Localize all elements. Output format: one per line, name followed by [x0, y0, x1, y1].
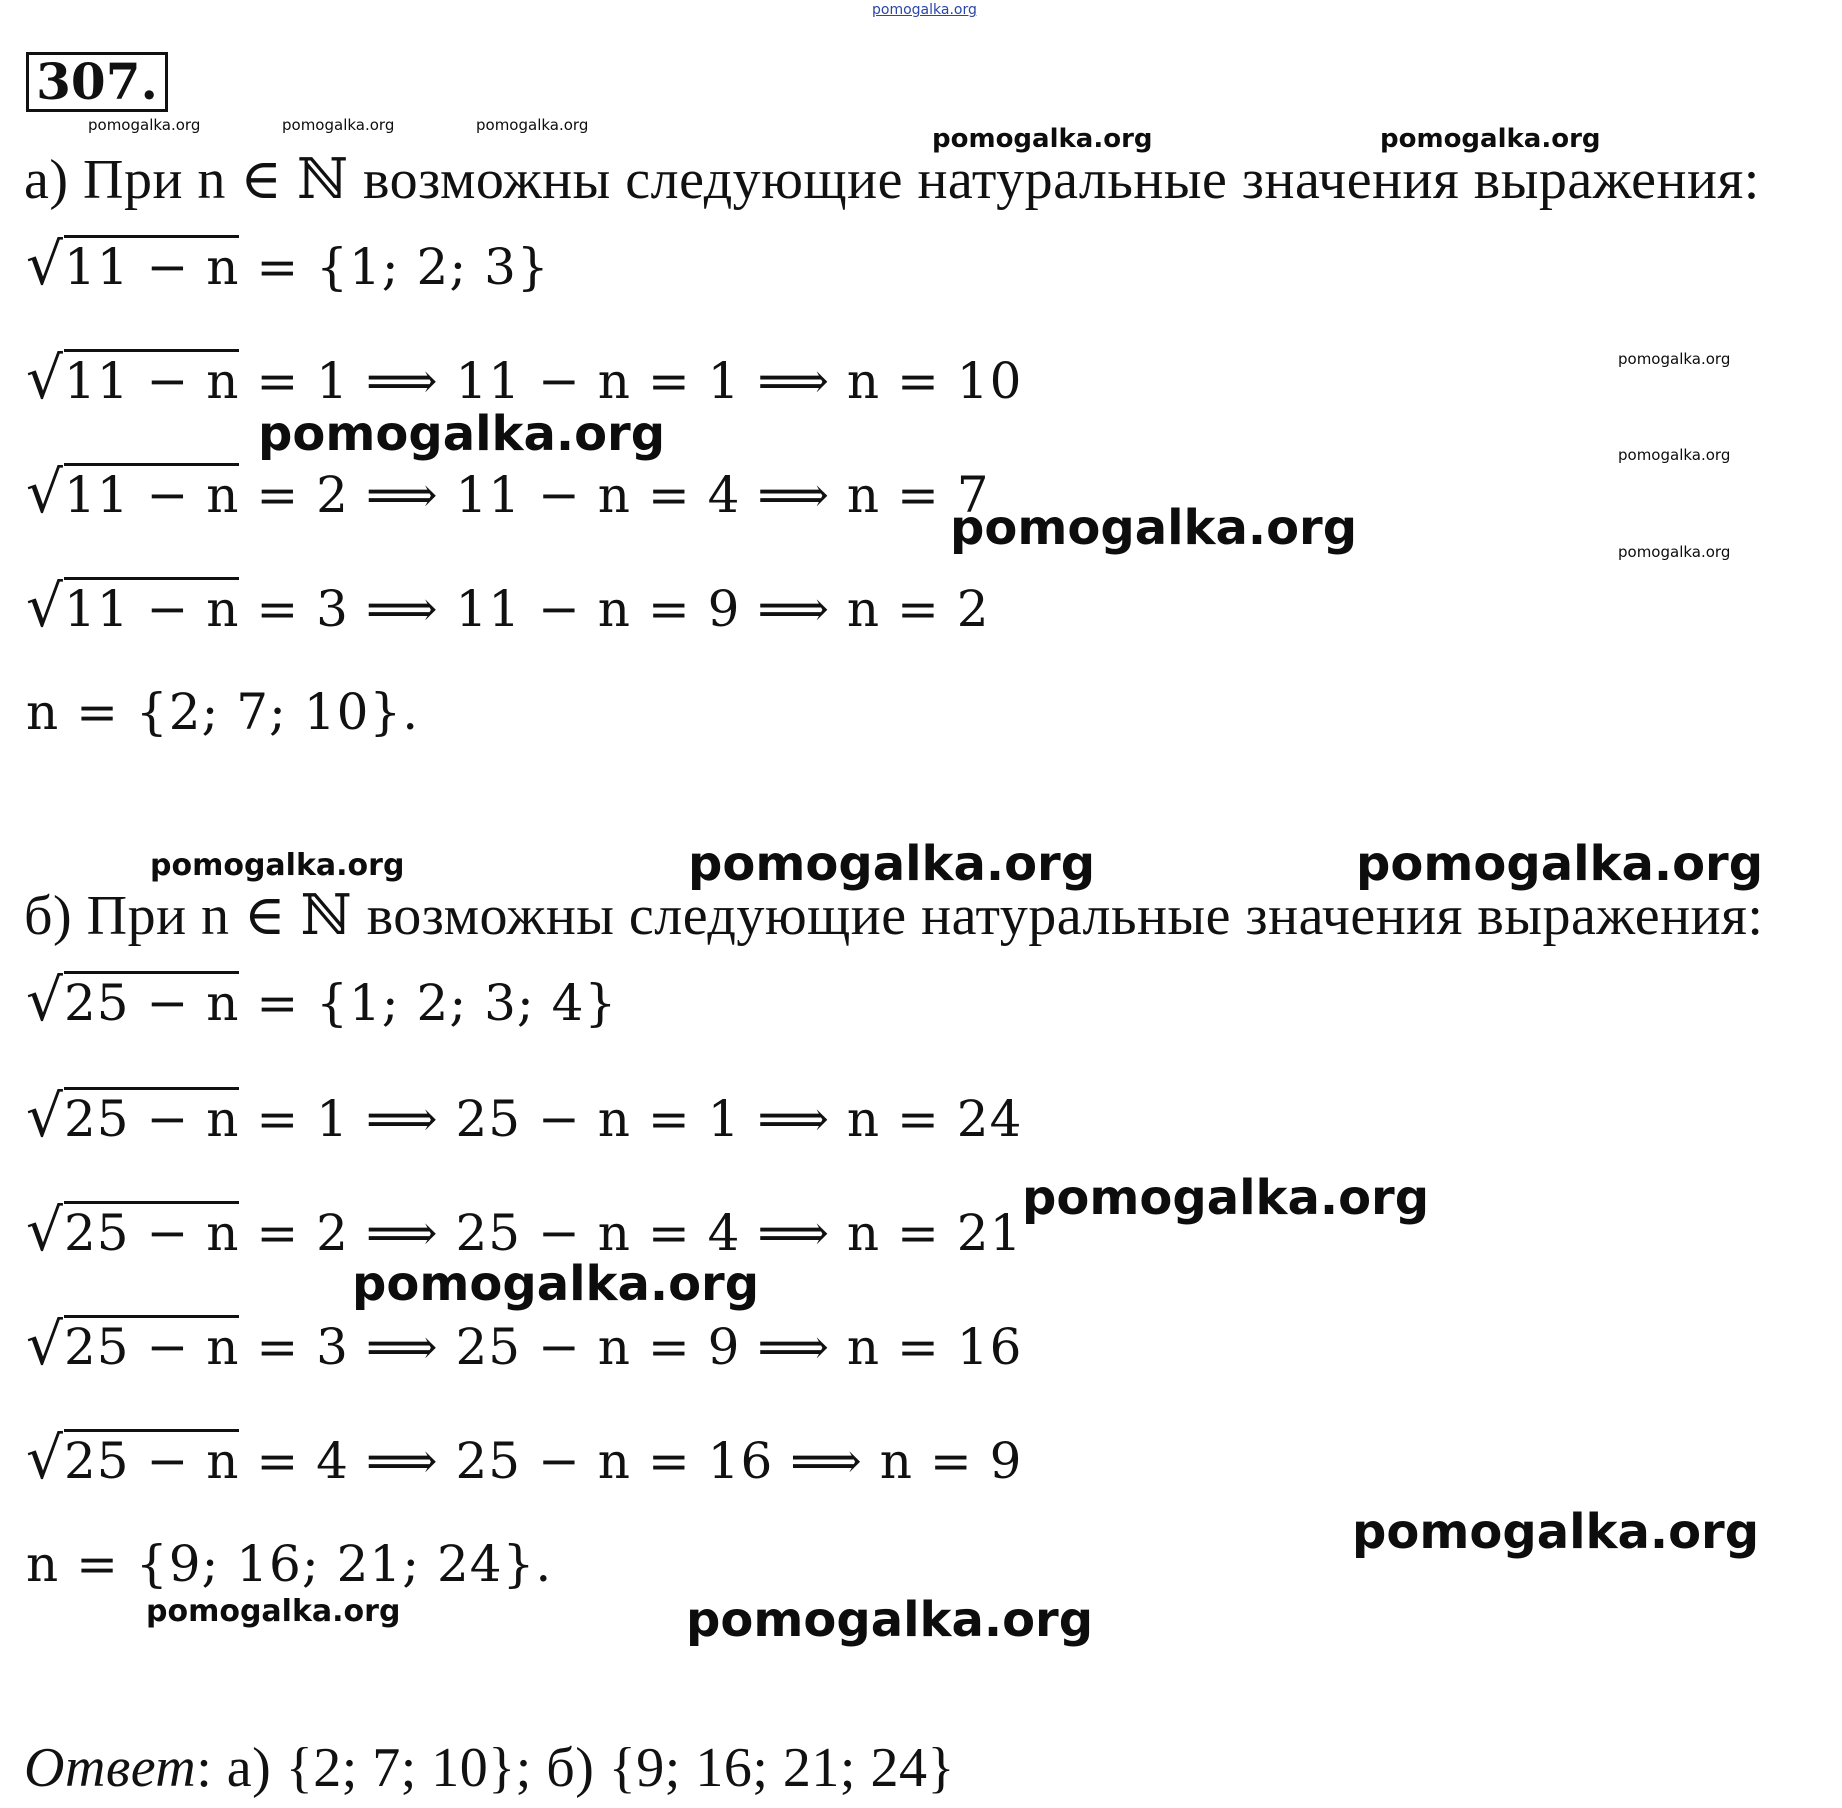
- watermark: pomogalka.org: [1618, 543, 1731, 561]
- watermark: pomogalka.org: [1380, 124, 1601, 154]
- watermark: pomogalka.org: [150, 848, 405, 883]
- sqrt-expression: √11 − n: [26, 458, 240, 526]
- watermark: pomogalka.org: [352, 1256, 760, 1312]
- watermark: pomogalka.org: [476, 116, 589, 134]
- part-b-intro: б) При n ∈ ℕ возможны следующие натуральные значения выражения:: [24, 885, 1764, 947]
- part-b-line-5: √25 − n = 4 ⟹ 25 − n = 16 ⟹ n = 9: [26, 1424, 1023, 1492]
- watermark: pomogalka.org: [932, 124, 1153, 154]
- answer-text: : а) {2; 7; 10}; б) {9; 16; 21; 24}: [196, 1737, 955, 1799]
- part-b-line-2: √25 − n = 1 ⟹ 25 − n = 1 ⟹ n = 24: [26, 1082, 1023, 1150]
- top-site-link[interactable]: pomogalka.org: [872, 2, 977, 18]
- part-b-line-3: √25 − n = 2 ⟹ 25 − n = 4 ⟹ n = 21: [26, 1196, 1023, 1264]
- part-a-line-3: √11 − n = 2 ⟹ 11 − n = 4 ⟹ n = 7: [26, 458, 990, 526]
- part-b-result: n = {9; 16; 21; 24}.: [26, 1535, 553, 1593]
- problem-number: 307.: [26, 52, 168, 112]
- watermark: pomogalka.org: [1618, 446, 1731, 464]
- sqrt-expression: √25 − n: [26, 1424, 240, 1492]
- watermark: pomogalka.org: [282, 116, 395, 134]
- part-a-line-1: √11 − n = {1; 2; 3}: [26, 230, 550, 298]
- watermark: pomogalka.org: [950, 500, 1358, 556]
- watermark: pomogalka.org: [1356, 836, 1764, 892]
- part-b-line-1: √25 − n = {1; 2; 3; 4}: [26, 966, 618, 1034]
- watermark: pomogalka.org: [1352, 1504, 1760, 1560]
- answer-label: Ответ: [24, 1737, 197, 1799]
- sqrt-expression: √25 − n: [26, 1310, 240, 1378]
- watermark: pomogalka.org: [688, 836, 1096, 892]
- part-a-result: n = {2; 7; 10}.: [26, 683, 420, 741]
- part-a-intro: а) При n ∈ ℕ возможны следующие натуральные значения выражения:: [24, 149, 1760, 211]
- answer-line: [24, 1736, 955, 1800]
- watermark: pomogalka.org: [88, 116, 201, 134]
- sqrt-expression: √25 − n: [26, 1082, 240, 1150]
- sqrt-expression: √25 − n: [26, 1196, 240, 1264]
- sqrt-expression: √11 − n: [26, 572, 240, 640]
- watermark: pomogalka.org: [1022, 1170, 1430, 1226]
- part-a-line-2: √11 − n = 1 ⟹ 11 − n = 1 ⟹ n = 10: [26, 344, 1023, 412]
- watermark: pomogalka.org: [258, 406, 666, 462]
- watermark: pomogalka.org: [146, 1594, 401, 1629]
- part-b-line-4: √25 − n = 3 ⟹ 25 − n = 9 ⟹ n = 16: [26, 1310, 1023, 1378]
- part-a-line-4: √11 − n = 3 ⟹ 11 − n = 9 ⟹ n = 2: [26, 572, 990, 640]
- sqrt-expression: √11 − n: [26, 344, 240, 412]
- sqrt-expression: √11 − n: [26, 230, 240, 298]
- watermark: pomogalka.org: [1618, 350, 1731, 368]
- sqrt-expression: √25 − n: [26, 966, 240, 1034]
- watermark: pomogalka.org: [686, 1592, 1094, 1648]
